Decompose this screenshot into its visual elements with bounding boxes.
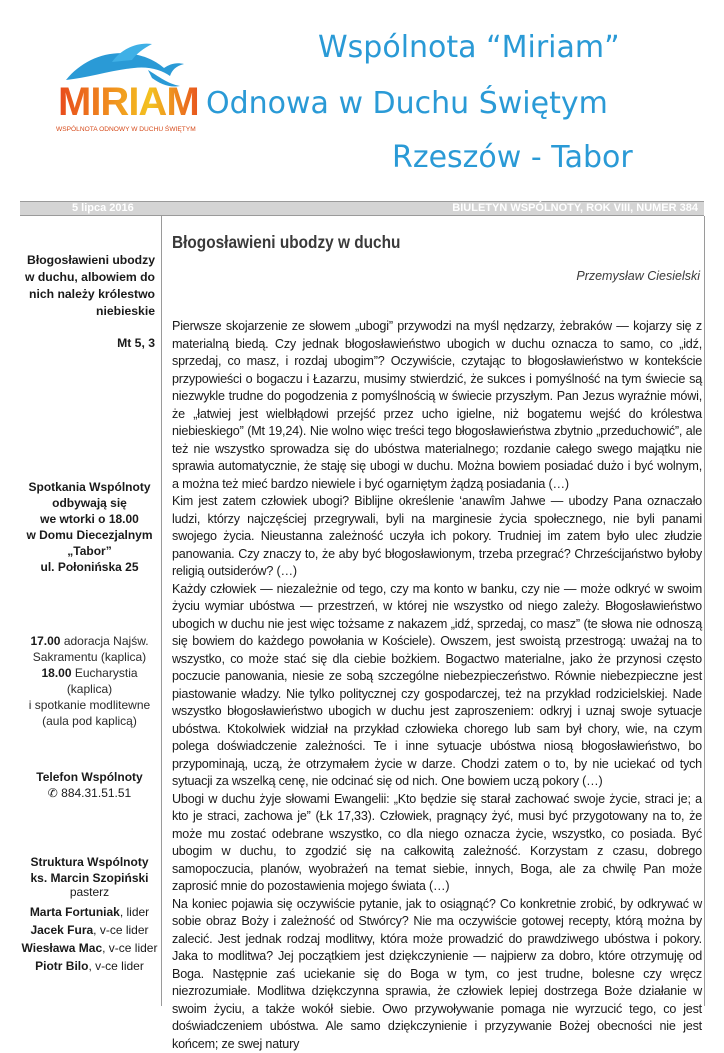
structure-label: Struktura Wspólnoty <box>20 853 159 871</box>
info-bar <box>20 201 704 216</box>
schedule-time: 18.00 <box>41 666 71 680</box>
logo-wordmark: MIRIAM <box>58 82 199 122</box>
meetings-line: odbywają się <box>20 495 159 511</box>
pastor-role: pasterz <box>20 885 159 899</box>
phone-icon: ✆ <box>48 786 58 800</box>
meetings-line: ul. Połonińska 25 <box>20 559 159 575</box>
title-renewal: Odnowa w Duchu Świętym <box>206 86 608 121</box>
community-structure <box>20 853 159 975</box>
schedule-time: 17.00 <box>30 634 60 648</box>
scripture-reference: Mt 5, 3 <box>117 336 155 350</box>
leader-entry: Wiesława Mac, v-ce lider <box>20 939 159 957</box>
scripture-quote: Błogosławieni ubodzy w duchu, albowiem do nich należy królestwo niebieskie <box>20 252 155 320</box>
schedule-item: Eucharystia (kaplica) <box>67 666 138 696</box>
leader-entry: Jacek Fura, v-ce lider <box>20 921 159 939</box>
phone-info <box>20 769 159 801</box>
bulletin-number: BIULETYN WSPÓLNOTY, ROK VIII, NUMER 384 <box>452 202 698 215</box>
title-location: Rzeszów - Tabor <box>392 140 633 175</box>
phone-label: Telefon Wspólnoty <box>20 769 159 785</box>
schedule-item: adoracja Najśw. <box>60 634 148 648</box>
article-paragraph: Ubogi w duchu żyje słowami Ewangelii: „Kto będzie się starał zachować swoje życie, straci je; a kto je straci, zachowa je” (Łk 17,33). Człowiek, pragnący żyć, musi być przygotowany na to, że może mu zostać odebrane wszystko, co dla niego oznacza życie, wszystko, co posiada. Być ubogim w duchu, to zgodzić się na całkowitą zależność. Korzystam z czasu, dobrego samopoczucia, planów, wyobrażeń na temat siebie, innych, Boga, ale za chwilę Pan może zaprosić mnie do pozostawienia mojego świata (…) <box>172 791 702 896</box>
leader-entry: Piotr Bilo, v-ce lider <box>20 957 159 975</box>
sidebar <box>20 216 159 1006</box>
meetings-info <box>20 479 159 575</box>
article-body <box>172 318 702 1053</box>
article-title: Błogosławieni ubodzy w duchu <box>172 232 400 253</box>
article-column <box>161 216 705 1006</box>
page-header <box>0 0 724 200</box>
article-paragraph: Pierwsze skojarzenie ze słowem „ubogi” przywodzi na myśl nędzarzy, żebraków — kojarzy się z materialną biedą. Czy jednak błogosławieństwo ubogich w duchu oznacza to samo, co „idź, sprzedaj, co masz, i rozdaj ubogim”? Oczywiście, czytając to błogosławieństwo w kontekście przypowieści o bogaczu i Łazarzu, musimy stwierdzić, że sukces i pomyślność na tym świecie są niezwykle trudne do pogodzenia z pomyślnością w świecie przyszłym. Pan Jezus wyraźnie mówi, że „łatwiej jest wielbłądowi przejść przez ucho igielne, niż bogatemu wejść do królestwa niebieskiego” (Mt 19,24). Nie wolno więc treści tego błogosławieństwa zbytnio „przeduchowić”, ale też nie wszystko sprowadza się do ubóstwa materialnego; rozdanie całego swego majątku nie sprawia automatycznie, że staję się ubogi w duchu. Można bowiem posiadać dużo i być wolnym, a można też mieć bardzo niewiele i być ogarniętym żądzą posiadania (…) <box>172 318 702 493</box>
pastor-name: ks. Marcin Szopiński <box>20 871 159 885</box>
logo-subtitle: WSPÓLNOTA ODNOWY W DUCHU ŚWIĘTYM <box>56 126 196 133</box>
article-paragraph: Kim jest zatem człowiek ubogi? Biblijne określenie ‘anawîm Jahwe — ubodzy Pana oznaczało ludzi, którzy najczęściej przegrywali, byli na marginesie życia społecznego, nie byli panami swojego życia. Nieustanna zależność uczyła ich pokory. Trudniej im zatem było ulec złudzie panowania. Czy znaczy to, że aby być błogosławionym, trzeba przegrać? Chrześcijaństwo byłoby religią outsiderów? (…) <box>172 493 702 581</box>
title-community: Wspólnota “Miriam” <box>318 30 620 65</box>
miriam-logo <box>52 40 192 144</box>
schedule-item: (aula pod kaplicą) <box>20 713 159 729</box>
phone-number: 884.31.51.51 <box>61 786 131 800</box>
meetings-line: w Domu Diecezjalnym <box>20 527 159 543</box>
schedule-item: i spotkanie modlitewne <box>20 697 159 713</box>
schedule-item: Sakramentu (kaplica) <box>20 649 159 665</box>
article-paragraph: Na koniec pojawia się oczywiście pytanie, jak to osiągnąć? Co konkretnie zrobić, by odkrywać w sobie obraz Boży i zależność od Stwórcy? Nie ma oczywiście gotowej recepty, którą można by zalecić. Jest jednak rodzaj modlitwy, która może prowadzić do prawdziwego ubóstwa i pokory. Jaka to modlitwa? Jej początkiem jest dziękczynienie — najpierw za dobro, które otrzymuję od Boga. Następnie zaś uciekanie się do Boga w tym, co jest trudne, bolesne czy wręcz niezrozumiałe. Modlitwa dziękczynna sprawia, że człowiek lepiej dostrzega Boże działanie w swoim życiu, a także wokół siebie. Owo przywoływanie pomaga nie wyrzucić tego, co jest doświadczeniem ubóstwa. Ale samo dziękczynienie i przyzywanie Bożej obecności nie jest końcem; ze swej natury <box>172 896 702 1053</box>
article-paragraph: Każdy człowiek — niezależnie od tego, czy ma konto w banku, czy nie — może odkryć w swoim życiu wymiar ubóstwa — przestrzeń, w której nie wszystko od niego zależy. Błogosławieństwo ubogich w duchu nie jest więc tożsame z nakazem „idź, sprzedaj, co masz” (te słowa nie odnoszą się bowiem do każdego powołania w Kościele). Owszem, jest swoistą przestrogą: uważaj na to wszystko, co może stać się dla ciebie bożkiem. Bogactwo materialne, jako że przynosi często poczucie panowania, niesie ze sobą szczególne niebezpieczeństwo. Równie niebezpieczne jest piastowanie władzy. Nie tylko politycznej czy gospodarczej, też na przykład rodzicielskiej. Nade wszystko błogosławieństwo ubogich w duchu jest zaproszeniem: odkryj i uznaj swoje sytuacje ubóstwa. Ktokolwiek widział na przykład człowieka chorego lub sam był chory, wie, na czym polega doświadczenie zależności. Te i inne sytuacje ubóstwa niosą błogosławieństwo, bo przypominają, uczą, że otrzymałem życie w darze. Chodzi zatem o to, by nie uciekać od tych sytuacji za wszelką cenę, nie odcinać się od nich. One bowiem uczą pokory (…) <box>172 581 702 791</box>
meetings-line: Spotkania Wspólnoty <box>20 479 159 495</box>
schedule-info <box>20 633 159 729</box>
issue-date: 5 lipca 2016 <box>72 202 134 215</box>
leader-entry: Marta Fortuniak, lider <box>20 903 159 921</box>
meetings-line: we wtorki o 18.00 <box>20 511 159 527</box>
meetings-line: „Tabor” <box>20 543 159 559</box>
article-author: Przemysław Ciesielski <box>576 269 700 283</box>
